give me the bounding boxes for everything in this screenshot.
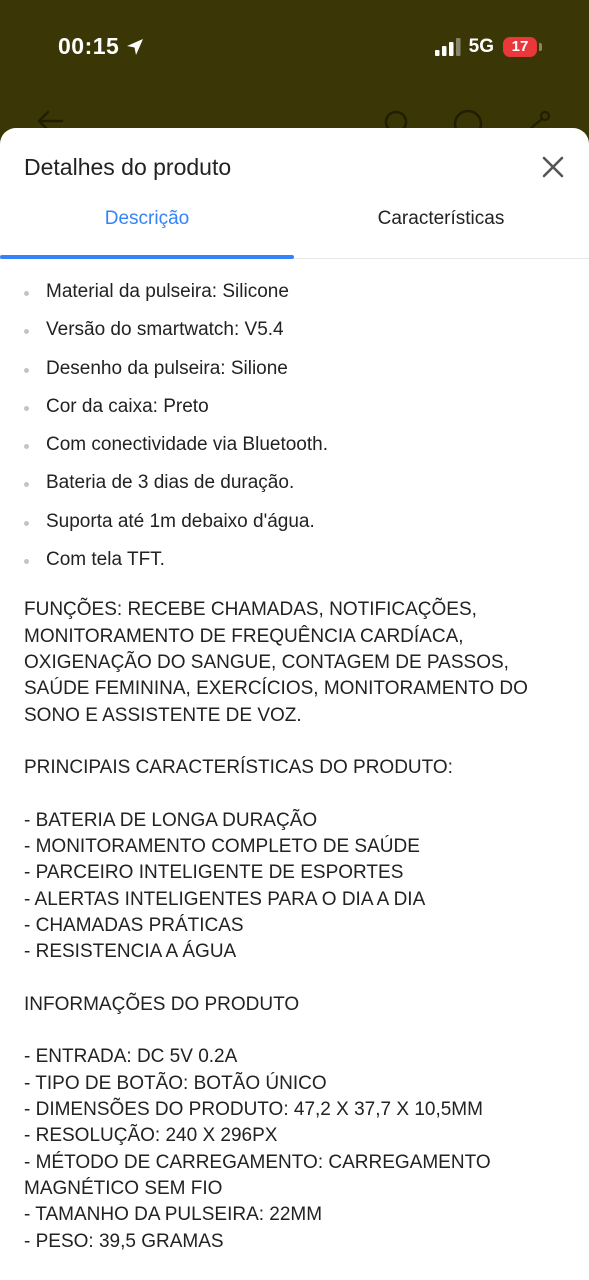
description-content	[24, 280, 565, 1255]
status-time	[58, 33, 145, 60]
list-item: Cor da caixa: Preto	[24, 395, 565, 433]
product-details-sheet	[0, 128, 589, 1280]
tab-caracteristicas[interactable]: Características	[377, 208, 505, 229]
list-item: Material da pulseira: Silicone	[24, 280, 565, 318]
informacoes-item: - RESOLUÇÃO: 240 X 296PX	[24, 1125, 278, 1147]
list-item: Com tela TFT.	[24, 548, 565, 586]
informacoes-item: - DIMENSÕES DO PRODUTO: 47,2 X 37,7 X 10,5MM	[24, 1099, 483, 1121]
principais-item: - PARCEIRO INTELIGENTE DE ESPORTES	[24, 862, 404, 884]
list-item: Desenho da pulseira: Silione	[24, 357, 565, 395]
spec-bullet-list	[24, 280, 565, 586]
list-item: Versão do smartwatch: V5.4	[24, 318, 565, 356]
location-arrow-icon	[125, 37, 145, 57]
tab-descricao[interactable]: Descrição	[104, 208, 190, 229]
principais-item: - RESISTENCIA A ÁGUA	[24, 941, 237, 963]
status-time-text: 00:15	[58, 33, 120, 59]
principais-item: - MONITORAMENTO COMPLETO DE SAÚDE	[24, 836, 420, 858]
principais-item: - BATERIA DE LONGA DURAÇÃO	[24, 809, 318, 831]
list-item: Bateria de 3 dias de duração.	[24, 471, 565, 509]
funcoes-paragraph: FUNÇÕES: RECEBE CHAMADAS, NOTIFICAÇÕES, MONITORAMENTO DE FREQUÊNCIA CARDÍACA, OXIGENAÇÃO DO SANGUE, CONTAGEM DE PASSOS, SAÚDE FEMININA, EXERCÍCIOS, MONITORAMENTO DO SONO E ASSISTENTE DE VOZ.	[24, 599, 528, 726]
informacoes-item: - TAMANHO DA PULSEIRA: 22MM	[24, 1204, 323, 1226]
active-tab-indicator	[0, 255, 294, 259]
list-item: Suporta até 1m debaixo d'água.	[24, 510, 565, 548]
close-icon[interactable]	[541, 155, 565, 179]
principais-item: - CHAMADAS PRÁTICAS	[24, 914, 244, 936]
informacoes-item: - PESO: 39,5 GRAMAS	[24, 1230, 224, 1252]
status-right	[435, 36, 537, 58]
principais-heading: PRINCIPAIS CARACTERÍSTICAS DO PRODUTO:	[24, 757, 453, 779]
signal-icon	[435, 38, 461, 56]
network-label: 5G	[468, 36, 494, 57]
tabs	[0, 202, 589, 259]
informacoes-item: - MÉTODO DE CARREGAMENTO: CARREGAMENTO MAGNÉTICO SEM FIO	[24, 1151, 491, 1199]
principais-item: - ALERTAS INTELIGENTES PARA O DIA A DIA	[24, 888, 426, 910]
sheet-title: Detalhes do produto	[24, 154, 232, 180]
informacoes-item: - TIPO DE BOTÃO: BOTÃO ÚNICO	[24, 1072, 327, 1094]
list-item: Com conectividade via Bluetooth.	[24, 433, 565, 471]
informacoes-item: - ENTRADA: DC 5V 0.2A	[24, 1046, 238, 1068]
informacoes-heading: INFORMAÇÕES DO PRODUTO	[24, 993, 300, 1015]
battery-icon: 17	[503, 37, 537, 57]
